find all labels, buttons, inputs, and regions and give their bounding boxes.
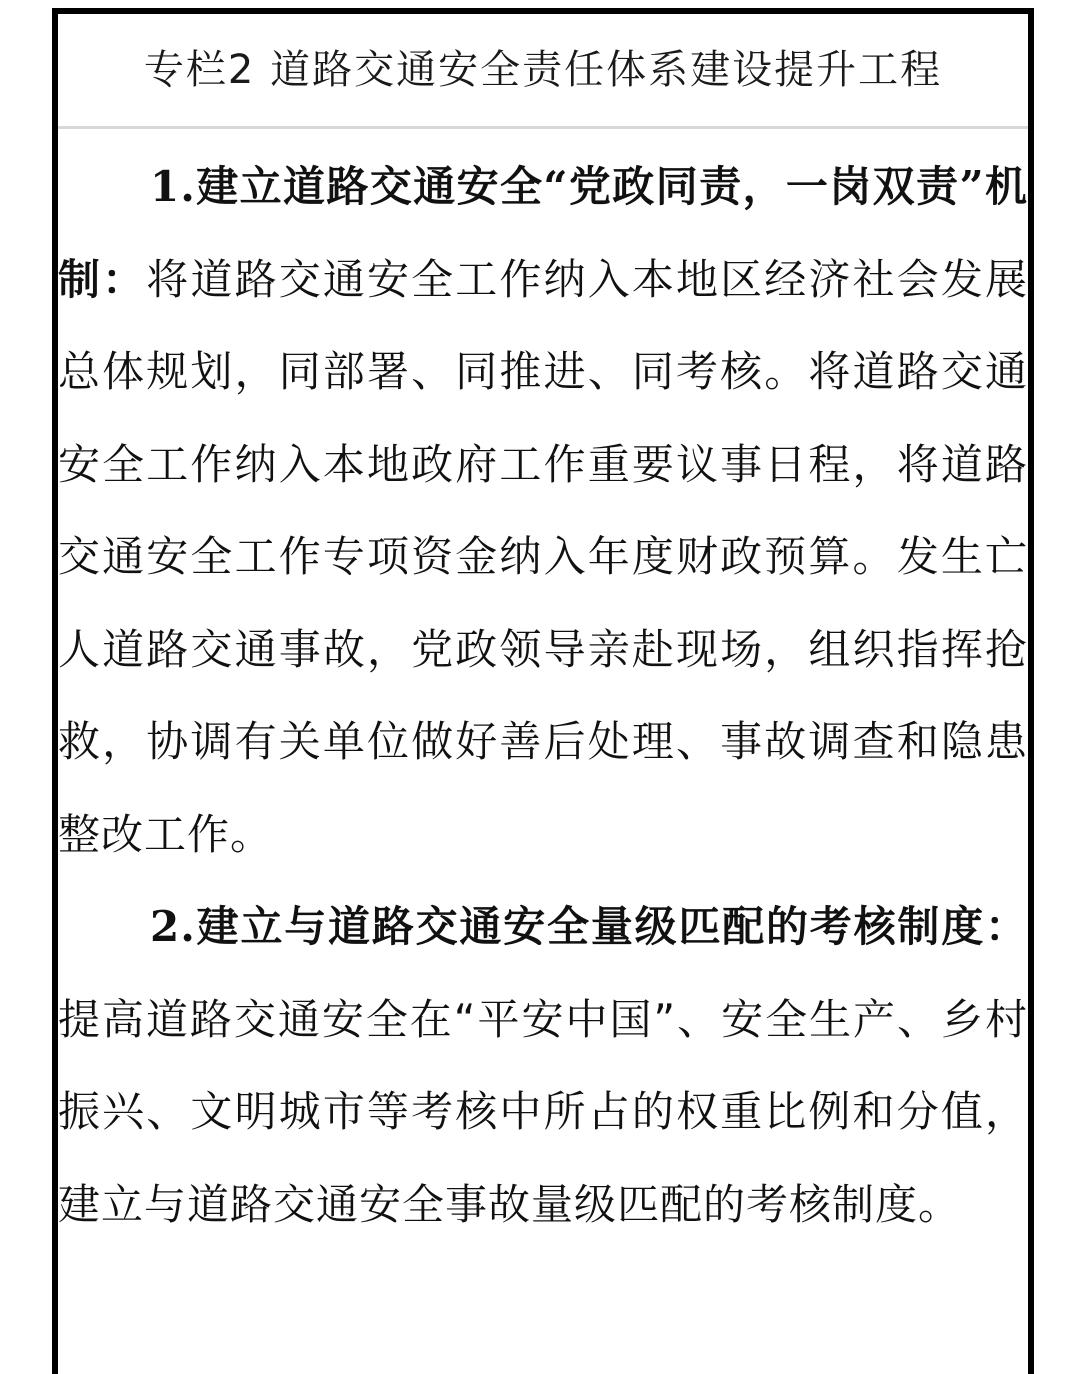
paragraph-2-heading: 2.建立与道路交通安全量级匹配的考核制度： <box>150 902 1028 951</box>
document-frame <box>52 8 1034 1374</box>
paragraph-1-heading: 1.建立道路交通安全“党政同责，一岗双责”机制： <box>58 162 1028 304</box>
section-title: 专栏2 道路交通安全责任体系建设提升工程 <box>58 14 1028 129</box>
paragraph-1-text: 将道路交通安全工作纳入本地区经济社会发展总体规划，同部署、同推进、同考核。将道路交通安全工作纳入本地政府工作重要议事日程，将道路交通安全工作专项资金纳入年度财政预算。发生亡人道路交通事故，党政领导亲赴现场，组织指挥抢救，协调有关单位做好善后处理、事故调查和隐患整改工作。 <box>58 254 1028 859</box>
paragraph-2 <box>58 881 1028 1251</box>
document-body <box>58 141 1028 1251</box>
paragraph-1 <box>58 141 1028 881</box>
paragraph-2-text: 提高道路交通安全在“平安中国”、安全生产、乡村振兴、文明城市等考核中所占的权重比例和分值，建立与道路交通安全事故量级匹配的考核制度。 <box>58 994 1028 1229</box>
